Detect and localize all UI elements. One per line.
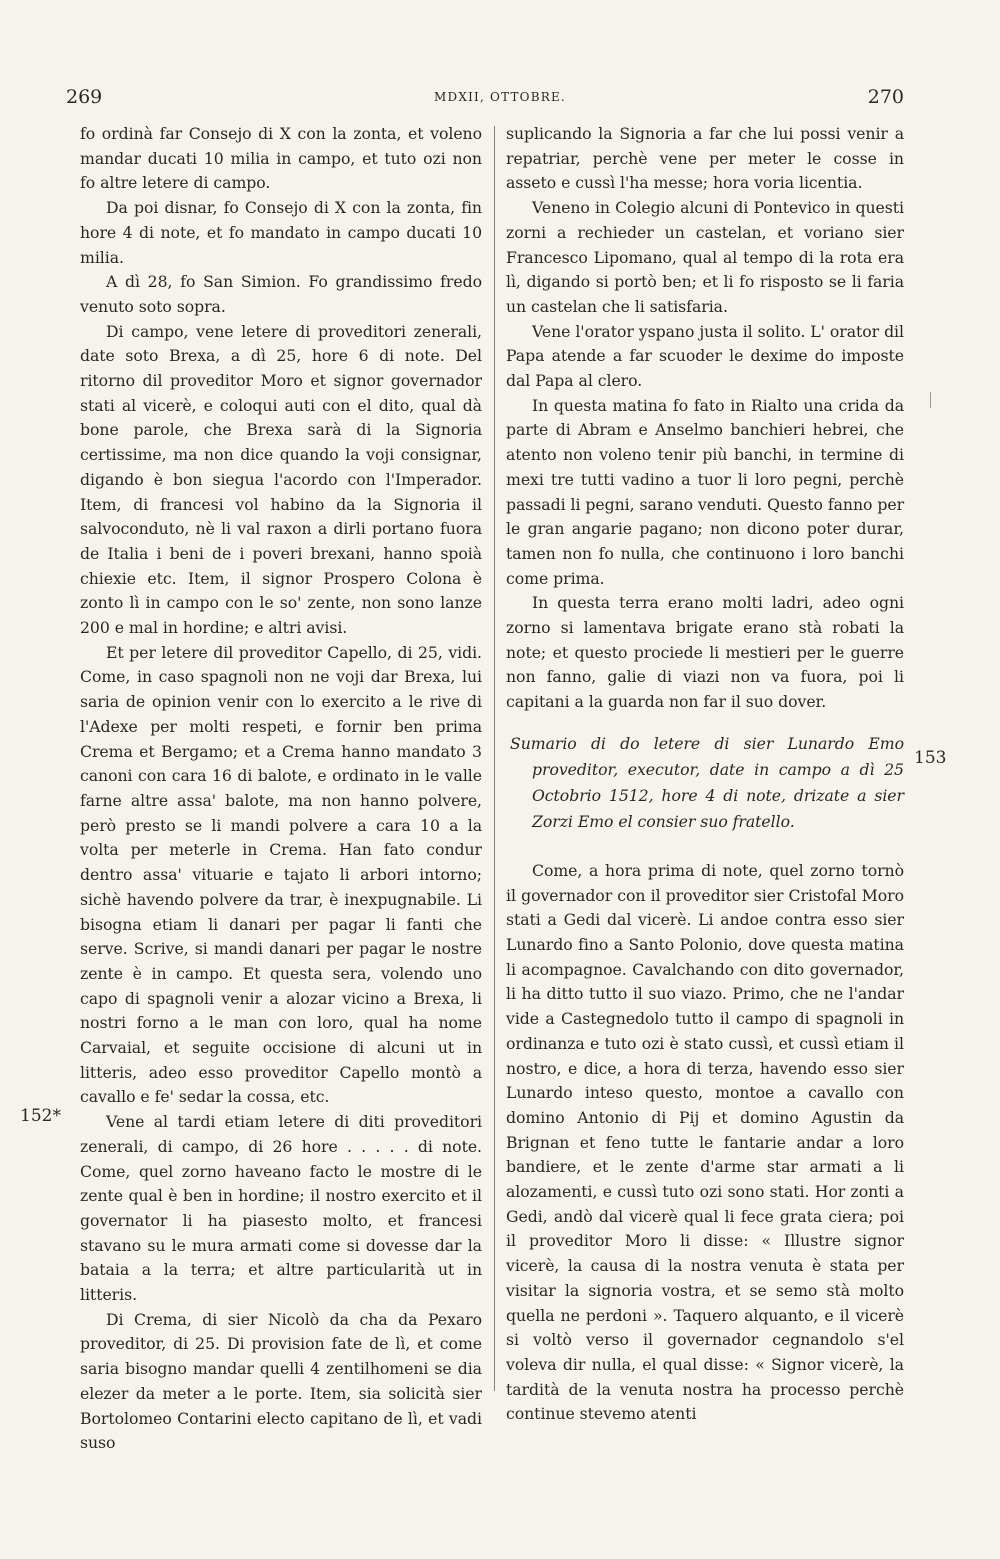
margin-mark (930, 392, 931, 408)
paragraph: fo ordinà far Consejo di X con la zonta, et voleno mandar ducati 10 milia in campo, et tuto ozi non fo altre letere di campo. (80, 124, 482, 193)
paragraph: Vene al tardi etiam letere di diti proveditori zenerali, di campo, di 26 hore . . . . . di note. Come, quel zorno haveano facto le mostre di le zente qual è ben in hordine; il nostro exercito et il governator li ha piasesto molto, et francesi stavano su le mura armati come si dovesse dar la bataia a la terra; et altre particularità ut in litteris. (80, 1112, 482, 1305)
page-number-right: 270 (867, 86, 904, 108)
summary-heading: Sumario di do letere di sier Lunardo Emo proveditor, executor, date in campo a dì 25 Octobrio 1512, hore 4 di note, drizate a sier Zorzi Emo el consier suo fratello. (510, 733, 904, 831)
paragraph: suplicando la Signoria a far che lui possi venir a repatriar, perchè vene per meter le cosse in asseto e cussì l'ha messe; hora voria licentia. (506, 124, 904, 193)
page-number-left: 269 (66, 86, 103, 108)
left-column (80, 122, 482, 1456)
paragraph: Da poi disnar, fo Consejo di X con la zonta, fin hore 4 di note, et fo mandato in campo ducati 10 milia. (80, 198, 482, 267)
paragraph: Veneno in Colegio alcuni di Pontevico in questi zorni a rechieder un castelan, et voriano sier Francesco Lipomano, qual al tempo di la rota era lì, digando si portò ben; et li fo risposto se li faria un castelan che li satisfaria. (506, 198, 904, 316)
paragraph: Vene l'orator yspano justa il solito. L' orator dil Papa atende a far scuoder le dexime do imposte dal Papa al clero. (506, 321, 904, 391)
page-header (0, 86, 1000, 116)
paragraph: Come, a hora prima di note, quel zorno tornò il governador con il proveditor sier Cristofal Moro stati a Gedi dal vicerè. Li andoe contra esso sier Lunardo fino a Santo Polonio, dove questa matina li acompagnoe. Cavalchando con dito governador, li ha ditto tutto il suo viazo. Primo, che ne l'andar vide a Castegnedolo tutto il campo di spagnoli in ordinanza e tuto ozi è stato cussì, et cussì etiam il nostro, e dice, a hora di terza, havendo esso sier Lunardo inteso questo, montoe a cavallo con domino Antonio di Pij et domino Agustin da Brignan et feno tutte le fantarie andar a loro bandiere, et le zente d'arme star armati a li alozamenti, e cussì tuto ozi sono stati. Hor zonti a Gedi, andò dal vicerè qual li fece grata ciera; poi il proveditor Moro li disse: « Illustre signor vicerè, la causa di la nostra venuta è stata per visitar la signoria vostra, et se semo stà molto quella ne perdoni ». Taquero alquanto, e il vicerè si voltò verso il governador cegnandolo s'el voleva dir nulla, el qual disse: « Signor vicerè, la tardità de la venuta nostra ha processo perchè continue stevemo atenti (506, 860, 904, 1424)
paragraph: Di Crema, di sier Nicolò da cha da Pexaro proveditor, di 25. Di provision fate de lì, et come saria bisogno mandar quelli 4 zentilhomeni se dia elezer da meter a le porte. Item, sia solicità sier Bortolomeo Contarini electo capitano de lì, et vadi suso (80, 1309, 482, 1453)
paragraph: A dì 28, fo San Simion. Fo grandissimo fredo venuto soto sopra. (80, 272, 482, 316)
paragraph: In questa matina fo fato in Rialto una crida da parte di Abram e Anselmo banchieri hebrei, che atento non voleno tenir più banchi, in termine di mexi tre tutti vadino a tuor li loro pegni, perchè passadi li pegni, sarano venduti. Questo fanno per le gran angarie pagano; non dicono poter durar, tamen non fo nulla, che continuono i loro banchi come prima. (506, 395, 905, 588)
paragraph: Et per letere dil proveditor Capello, di 25, vidi. Come, in caso spagnoli non ne voji dar Brexa, lui saria de opinion venir con lo exercito a le rive di l'Adexe per molti respeti, e fornir ben prima Crema et Bergamo; et a Crema hanno mandato 3 canoni con cara 16 di balote, e ordinato in le valle farne altre assa' balote, ma non hanno polvere, però presto se li mandi polvere a cara 10 a la volta per meterle in Crema. Han fato condur dentro assa' vituarie e tajato li arbori intorno; sichè havendo polvere da trar, è inexpugnabile. Li bisogna etiam li danari per pagar li fanti che serve. Scrive, si mandi danari per pagar le nostre zente è in campo. Et questa sera, volendo uno capo di spagnoli venir a alozar vicino a Brexa, li nostri forno a le man con loro, qual ha nome Carvaial, et seguite occisione di alcuni ut in litteris, adeo esso proveditor Capello montò a cavallo e fe' sedar la cossa, etc. (80, 642, 482, 1107)
margin-note-right: 153 (914, 748, 947, 768)
right-column (506, 122, 904, 1427)
column-divider (494, 126, 495, 1391)
paragraph: In questa terra erano molti ladri, adeo ogni zorno si lamentava brigate erano stà robati la note; et questo prociede li mestieri per le guerre non fanno, galie di viazi non va fuora, poi li capitani a la guarda non far il suo dover. (506, 593, 904, 712)
running-title: MDXII, OTTOBRE. (434, 90, 566, 104)
margin-note-left: 152* (20, 1106, 61, 1126)
paragraph: Di campo, vene letere di proveditori zenerali, date soto Brexa, a dì 25, hore 6 di note. Del ritorno dil proveditor Moro et signor governador stati al vicerè, e coloqui auti con el dito, qual dà bone parole, che Brexa sarà di la Signoria certissime, ma non dice quando la voji consignar, digando è bon siegua l'acordo con l'Imperador. Item, di francesi vol habino da la Signoria il salvoconduto, nè li val raxon a dirli portano fuora de Italia i beni de i poveri brexani, hanno spoià chiexie etc. Item, il signor Prospero Colona è zonto lì in campo con le so' zente, non sono lanze 200 e mal in hordine; e altri avisi. (80, 321, 482, 638)
